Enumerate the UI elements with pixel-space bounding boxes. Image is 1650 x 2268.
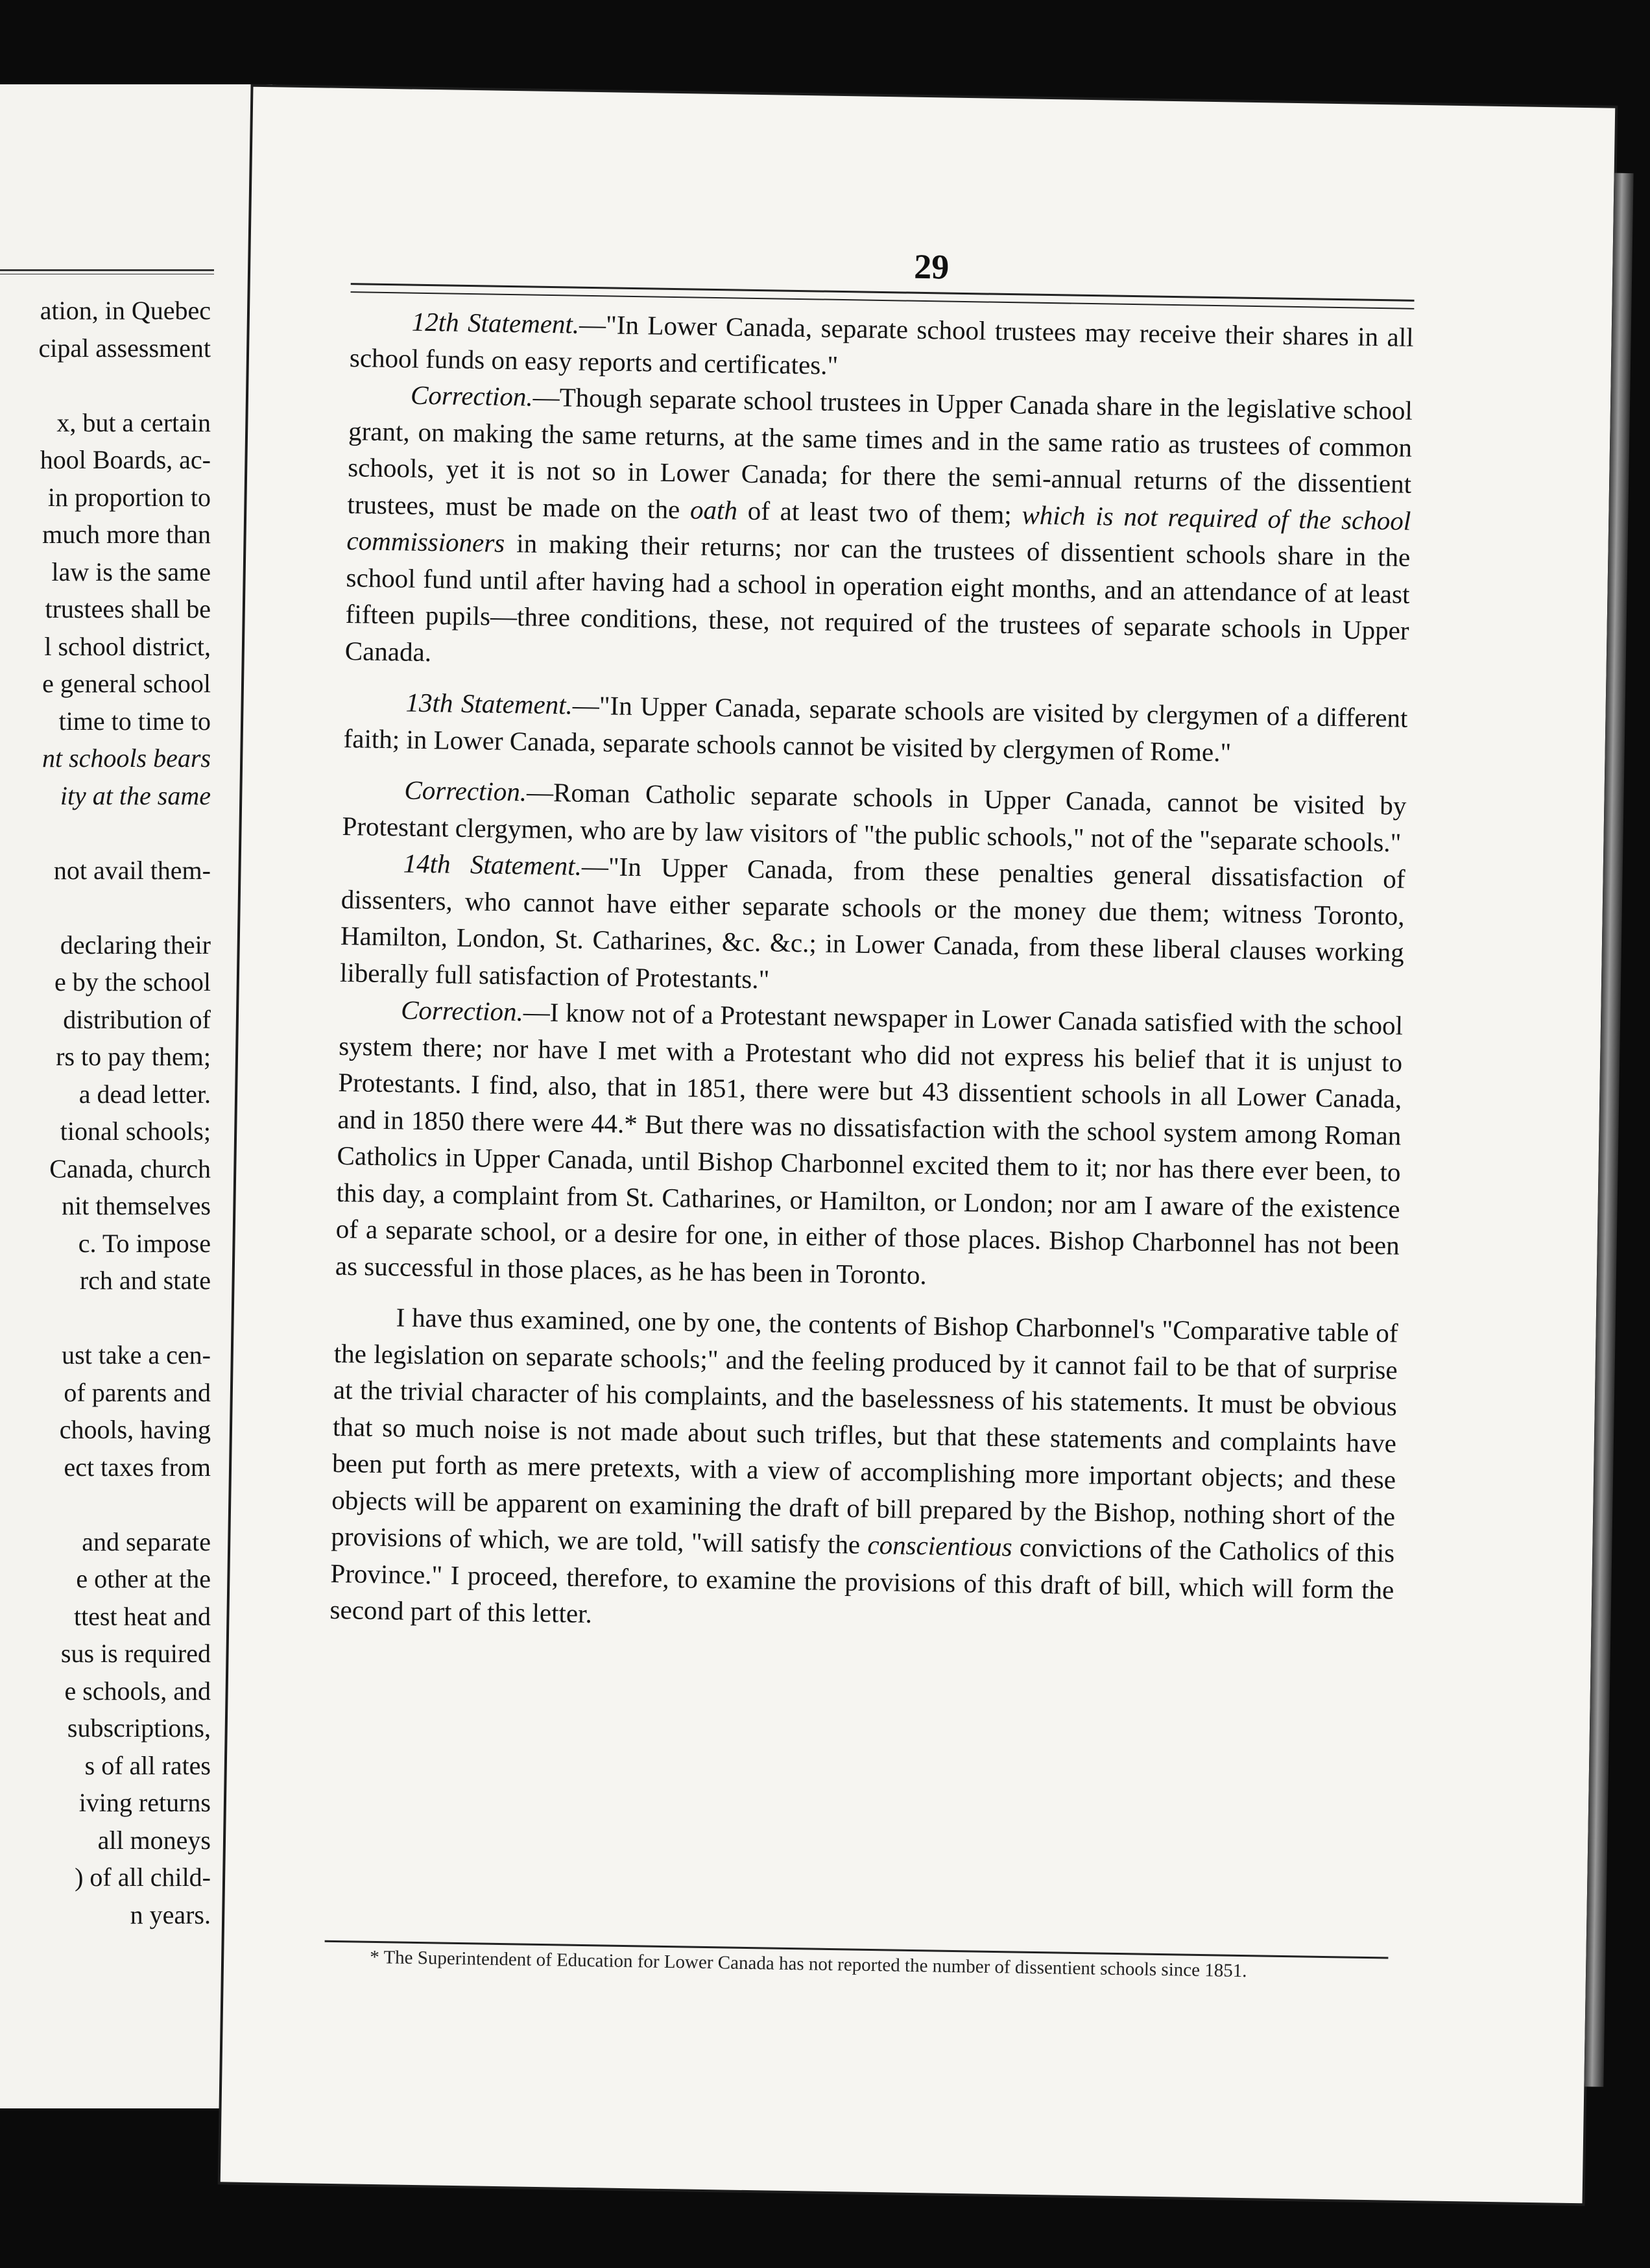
left-page-line: ation, in Quebec — [40, 296, 211, 325]
page-number: 29 — [913, 247, 950, 287]
left-page-line — [0, 814, 211, 852]
left-page-line: cipal assessment — [38, 333, 211, 363]
left-page-header-rule — [0, 269, 214, 274]
page-edge-shadow — [1584, 173, 1633, 2087]
left-page-line — [0, 367, 211, 404]
left-page-line: chools, having — [59, 1415, 211, 1444]
statement-14 — [340, 844, 1405, 1007]
left-page-line: and separate — [82, 1526, 211, 1556]
left-page-line: rch and state — [79, 1266, 211, 1295]
closing-text-b: convictions of the Catholics of this Province." I proceed, therefore, to examine the provisions of this draft of bill, which will form the second part of this letter. — [329, 1532, 1395, 1629]
left-page-line: in proportion to — [47, 482, 211, 512]
correction-12-label: Correction. — [410, 380, 534, 412]
correction-12-italic-oath: oath — [689, 494, 738, 525]
statement-13-label: 13th Statement. — [405, 687, 573, 720]
left-page-line: sus is required — [60, 1639, 211, 1668]
left-page-line: law is the same — [51, 557, 211, 586]
correction-12-italic-clause: which is not required of the school commissioners — [346, 499, 1411, 558]
left-page-line: c. To impose — [78, 1228, 211, 1258]
left-page-line: x, but a certain — [56, 407, 211, 437]
left-page-line: ) of all child- — [75, 1863, 211, 1892]
main-page — [221, 87, 1615, 2204]
left-page-line: e other at the — [76, 1564, 211, 1593]
correction-13-label: Correction. — [404, 775, 527, 807]
statement-13-text: —"In Upper Canada, separate schools are visited by clergymen of a different faith; in Lower Canada, separate schools cannot be visited by clergymen of Rome." — [343, 690, 1408, 767]
correction-13-text: —Roman Catholic separate schools in Upper Canada, cannot be visited by Protestant clergymen, who are by law visitors of "the public schools," not of the "separate schools." — [342, 777, 1407, 858]
correction-14 — [335, 991, 1404, 1301]
correction-14-text: —I know not of a Protestant newspaper in Lower Canada satisfied with the school system there; nor have I met with a Protestant who did not express his belief that it is unjust to Protestants. I find, also, that in 1851, there were but 43 dissentient schools in all Lower Canada, and in 1850 there were 44.* But there was no dissatisfaction with the school system among Roman Catholics in Upper Canada, until Bishop Charbonnel excited them to it; nor has there ever been, to this day, a complaint from St. Catharines, or Hamilton, or London; nor am I aware of the existence of a separate school, or a desire for one, in either of those places. Bishop Charbonnel has not been as successful in those places, as he has been in Toronto. — [335, 996, 1404, 1290]
closing-text-a: I have thus examined, one by one, the contents of Bishop Charbonnel's "Comparative table of the legislation on separate schools;" and the feeling produced by it cannot fail to be that of surprise at the trivial character of his complaints, and the baselessness of his statements. It must be obvious that so much noise is not made about such trifles, but that these statements and complaints have been put forth as mere pretexts, with a view of accomplishing more important objects; and these objects will be apparent on examining the draft of bill prepared by the Bishop, nothing short of the provisions of which, we are told, "will satisfy the — [331, 1302, 1398, 1560]
left-page-line: Canada, church — [49, 1153, 211, 1183]
left-page-line: ity at the same — [60, 780, 211, 810]
left-page-line: n years. — [130, 1900, 211, 1929]
left-page-line: nt schools bears — [42, 743, 211, 773]
left-page-line: tional schools; — [60, 1116, 211, 1146]
left-page-line — [0, 1486, 211, 1523]
correction-12 — [344, 376, 1413, 686]
left-page-line: ust take a cen- — [62, 1340, 211, 1369]
left-page-line: subscriptions, — [67, 1713, 211, 1743]
left-page-line: trustees shall be — [45, 594, 211, 623]
left-page-line: e schools, and — [64, 1676, 211, 1706]
left-page-line: rs to pay them; — [56, 1042, 211, 1071]
left-page-line: nit themselves — [62, 1191, 211, 1220]
statement-12-text: —"In Lower Canada, separate school trustees may receive their shares in all school funds on easy reports and certificates." — [349, 309, 1414, 380]
left-page-line: ect taxes from — [64, 1452, 211, 1482]
correction-12-text-a: —Though separate school trustees in Upper Canada share in the legislative school grant, on making the same returns, at the same times and in the same ratio as trustees of common schools, yet it is not so in Lower Canada; for there the semi-annual returns of the dissentient trustees, must be made on the — [347, 381, 1413, 524]
left-page-line: time to time to — [58, 706, 211, 736]
page-body — [329, 302, 1414, 1645]
footnote: * The Superintendent of Education for Lower Canada has not reported the number of dissentient schools since 1851. — [369, 1946, 1247, 1982]
left-page-line: a dead letter. — [78, 1079, 211, 1109]
left-page-line: s of all rates — [84, 1750, 211, 1780]
left-page-line — [0, 889, 211, 926]
left-page-line: e general school — [42, 669, 211, 698]
left-page-line: ttest heat and — [73, 1601, 211, 1631]
left-page-line: not avail them- — [53, 855, 211, 885]
left-page-line: declaring their — [60, 930, 211, 959]
correction-14-label: Correction. — [400, 995, 524, 1027]
statement-12-label: 12th Statement. — [411, 306, 580, 339]
left-page-line — [0, 1299, 211, 1337]
statement-14-text: —"In Upper Canada, from these penalties general dissatisfaction of dissenters, who cannot have either separate schools or the money due them; witness Toronto, Hamilton, London, St. Catharines, &c. &c.; in Lower Canada, from these liberal clauses working liberally full satisfaction of Protestants." — [339, 850, 1405, 994]
left-page-line: of parents and — [64, 1377, 211, 1407]
statement-14-label: 14th Statement. — [403, 848, 582, 881]
closing-italic: conscientious — [867, 1529, 1013, 1562]
left-page-line: l school district, — [44, 631, 211, 661]
left-page-line: all moneys — [97, 1825, 211, 1855]
left-page-line: e by the school — [54, 967, 211, 996]
left-page-line: hool Boards, ac- — [40, 445, 211, 474]
statement-13 — [343, 683, 1408, 773]
closing-paragraph — [329, 1298, 1398, 1645]
left-page-line: iving returns — [78, 1788, 211, 1817]
left-page-line: much more than — [42, 520, 211, 549]
correction-12-text-c: in making their returns; nor can the trustees of dissentient schools share in the school fund until after having had a school in operation eight months, and an attendance of at least fifteen pupils—three conditions, these, not required of the trustees of separate schools in Upper Canada. — [344, 528, 1411, 667]
left-page-line: distribution of — [63, 1004, 211, 1034]
left-page-text — [0, 292, 211, 1933]
correction-12-text-b: of at least two of them; — [747, 495, 1012, 529]
